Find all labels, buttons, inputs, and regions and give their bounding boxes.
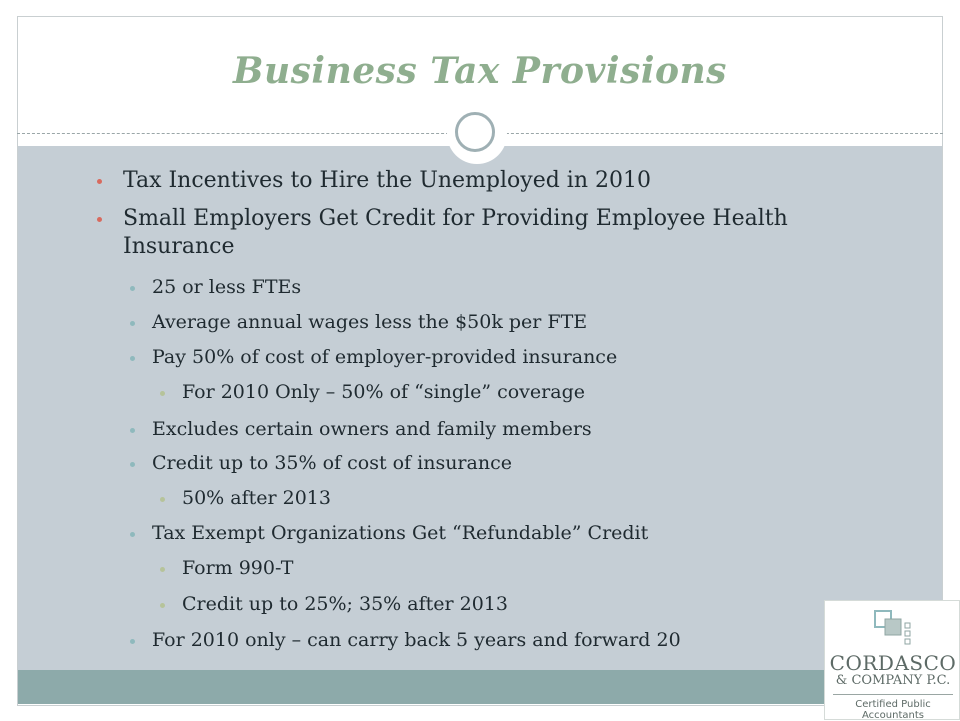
bullet-continuation (123, 234, 234, 259)
sub-bullet-item (152, 629, 681, 651)
company-logo (824, 600, 960, 720)
bullet-dot-icon (130, 639, 135, 644)
bullet-dot-icon (97, 179, 102, 184)
sub-bullet-item (152, 452, 512, 474)
bullet-text: For 2010 only – can carry back 5 years and forward 20 (152, 629, 681, 651)
bullet-text: 25 or less FTEs (152, 276, 302, 298)
sub-sub-bullet-item (182, 381, 585, 403)
sub-sub-bullet-item (182, 593, 508, 615)
bullet-dot-icon (160, 567, 165, 572)
bullet-dot-icon (130, 286, 135, 291)
sub-bullet-item (152, 522, 648, 544)
sub-bullet-item (152, 418, 592, 440)
bullet-text: Insurance (123, 234, 235, 259)
bullet-text: 50% after 2013 (182, 487, 331, 509)
bullet-dot-icon (160, 603, 165, 608)
sub-bullet-item (152, 311, 587, 333)
bullet-item (123, 168, 651, 193)
bullet-dot-icon (130, 462, 135, 467)
bullet-dot-icon (160, 497, 165, 502)
bullet-text: Excludes certain owners and family members (152, 418, 592, 440)
bullet-text: For 2010 Only – 50% of “single” coverage (182, 381, 585, 403)
bullet-dot-icon (130, 428, 135, 433)
sub-bullet-item (152, 346, 617, 368)
bullet-text: Average annual wages less the $50k per FTE (152, 311, 588, 333)
logo-divider (833, 694, 953, 695)
bullet-dot-icon (130, 356, 135, 361)
stacked-squares-logo-icon (873, 609, 917, 649)
sub-sub-bullet-item (182, 487, 331, 509)
logo-subtitle: & COMPANY P.C. (835, 673, 951, 688)
bullet-dot-icon (160, 391, 165, 396)
bullet-text: Credit up to 25%; 35% after 2013 (182, 593, 508, 615)
bullet-dot-icon (130, 532, 135, 537)
logo-tagline: Certified Public Accountants (855, 699, 931, 721)
bullet-text: Credit up to 35% of cost of insurance (152, 452, 512, 474)
slide-title: Business Tax Provisions (233, 50, 727, 92)
bullet-text: Form 990-T (182, 557, 294, 579)
bullet-dot-icon (97, 217, 102, 222)
sub-sub-bullet-item (182, 557, 293, 579)
logo-name: CORDASCO (829, 651, 957, 675)
bullet-item (123, 206, 788, 231)
bullet-text: Pay 50% of cost of employer-provided insurance (152, 346, 618, 368)
sub-bullet-item (152, 276, 301, 298)
bullet-dot-icon (130, 321, 135, 326)
bullet-text: Tax Exempt Organizations Get “Refundable” Credit (152, 522, 649, 544)
bullet-text: Tax Incentives to Hire the Unemployed in 2010 (123, 168, 651, 193)
bullet-text: Small Employers Get Credit for Providing Employee Health (123, 206, 788, 231)
